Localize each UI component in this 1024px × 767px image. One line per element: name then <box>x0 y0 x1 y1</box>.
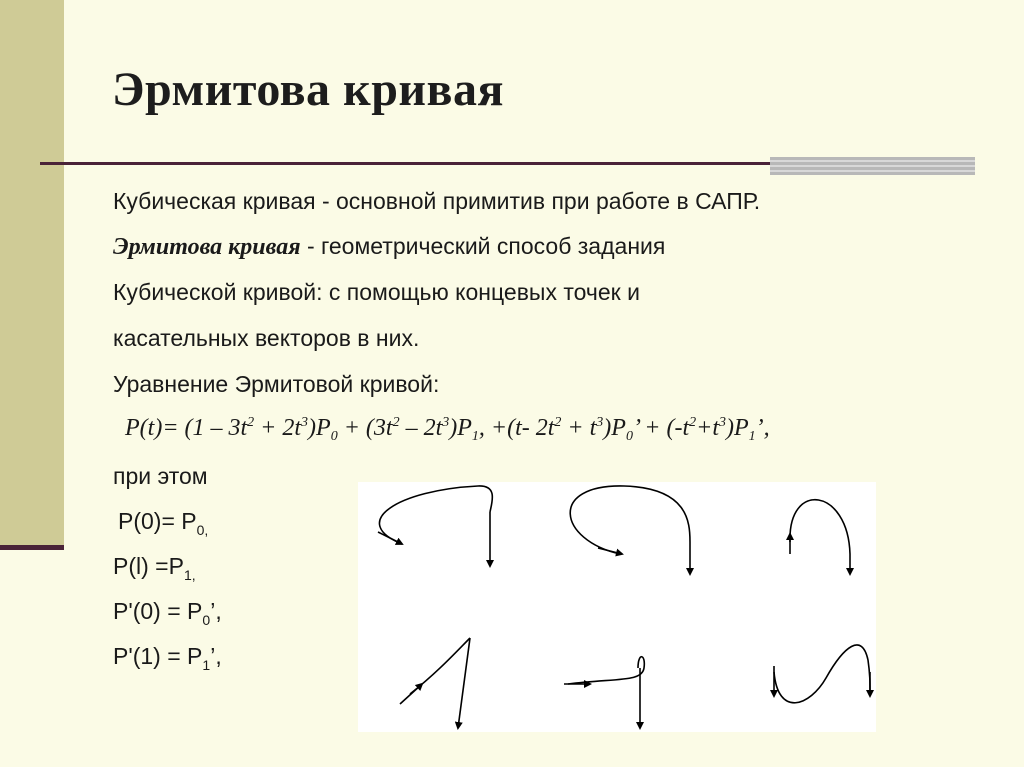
condition-p1-derivative: $P'(1) = P_1$’, <box>113 643 222 673</box>
body-line-4: касательных векторов в них. <box>113 325 420 351</box>
curve-4-apex-line <box>458 638 470 728</box>
side-bar <box>0 0 64 548</box>
curve-5 <box>568 657 644 684</box>
curve-2 <box>570 486 690 554</box>
body-line-2 <box>113 233 665 261</box>
curve-1 <box>379 486 492 544</box>
body-line-3: Кубической кривой: с помощью концевых точек и <box>113 279 640 305</box>
hermite-curves-figure <box>358 482 876 732</box>
condition-p0: $P(0)= P_{0,}$ <box>118 508 209 538</box>
title-underline-gray-band <box>770 157 975 175</box>
curve-4 <box>410 638 470 694</box>
conditions-intro: при этом <box>113 463 208 489</box>
curves-illustration <box>358 482 876 732</box>
slide-title: Эрмитова кривая <box>112 63 504 116</box>
curve-2-start-tangent <box>598 548 622 554</box>
curve-3 <box>790 500 850 554</box>
term-hermite-curve: Эрмитова кривая <box>113 234 301 260</box>
hermite-equation: $P(t)= (1 - 3t^2 + 2t^3)P_0 + (3t^2 - 2t^3)P_1$, +(t- $2t^2 + t^3)P_0$’ + $(-t^2+t^3)P_1$’, <box>125 415 770 444</box>
body-line-2-rest: - геометрический способ задания <box>300 233 666 259</box>
title-underline <box>40 162 770 165</box>
condition-p0-derivative: $P'(0) = P_0$’, <box>113 598 222 628</box>
body-line-1: Кубическая кривая - основной примитив при работе в САПР. <box>113 188 761 214</box>
condition-p1: $P(l) =P_{1,}$ <box>113 553 196 583</box>
body-line-5: Уравнение Эрмитовой кривой: <box>113 371 440 397</box>
curve-4-start-tangent <box>400 684 422 704</box>
curve-1-start-tangent <box>378 532 402 544</box>
curve-6 <box>774 645 870 703</box>
side-bar-accent <box>0 545 64 550</box>
